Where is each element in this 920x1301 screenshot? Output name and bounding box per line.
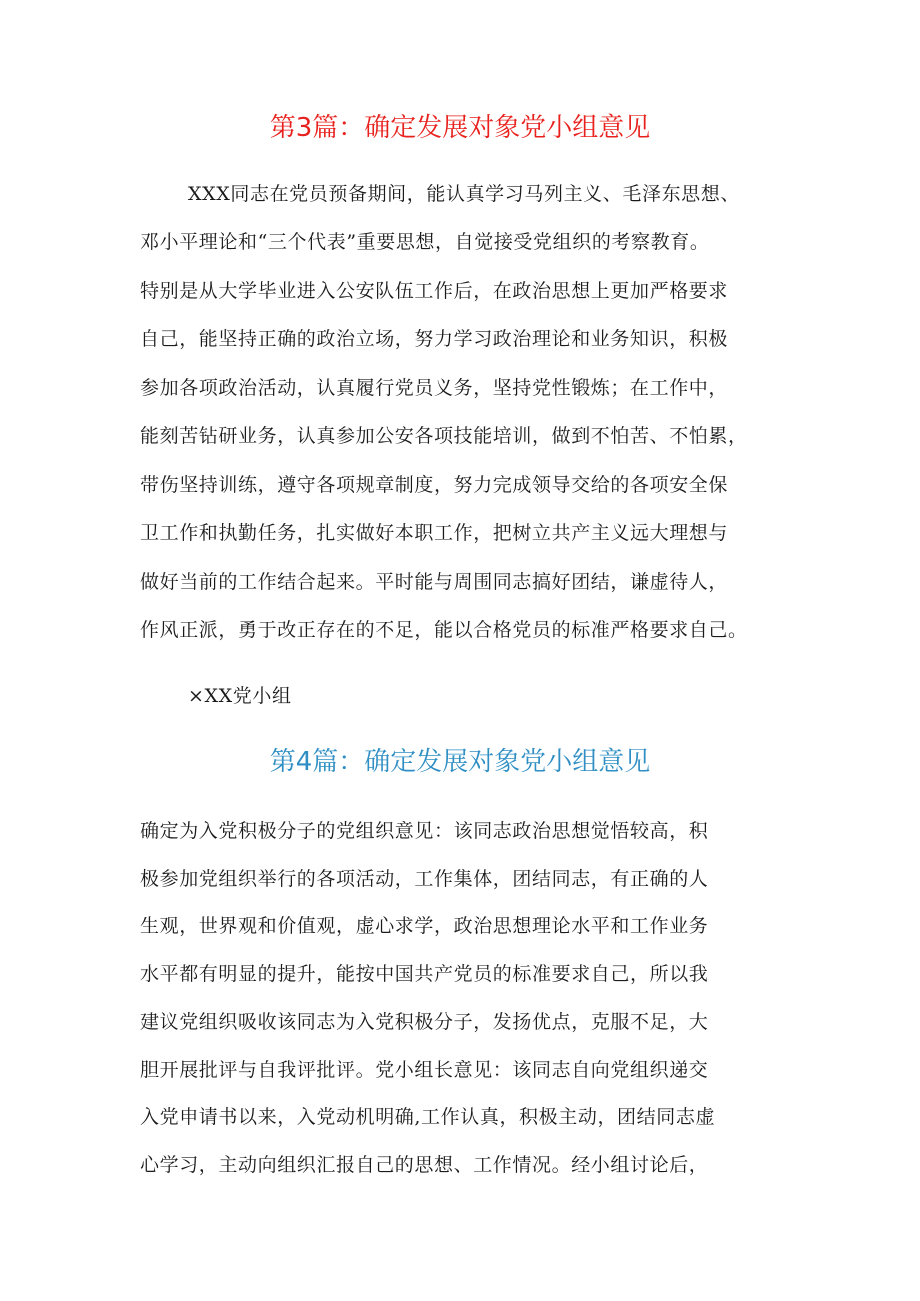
section-4-line-7: 入党申请书以来，入党动机明确,工作认真，积极主动，团结同志虚: [140, 1106, 716, 1128]
section-3-line-6: 能刻苦钻研业务，认真参加公安各项技能培训，做到不怕苦、不怕累，: [140, 425, 748, 447]
section-4-line-6: 胆开展批评与自我评批评。党小组长意见：该同志自向党组织递交: [140, 1059, 709, 1081]
section-3-line-1: XXX同志在党员预备期间，能认真学习马列主义、毛泽东思想、: [188, 183, 740, 205]
section-4-line-1: 确定为入党积极分子的党组织意见：该同志政治思想觉悟较高，积: [140, 820, 709, 842]
section-3-line-2: 邓小平理论和“三个代表”重要思想，自觉接受党组织的考察教育。: [140, 231, 710, 253]
section-3-line-8: 卫工作和执勤任务，扎实做好本职工作，把树立共产主义远大理想与: [140, 522, 729, 544]
section-3-line-4: 自己，能坚持正确的政治立场，努力学习政治理论和业务知识，积极: [140, 328, 729, 350]
section-4-line-4: 水平都有明显的提升，能按中国共产党员的标准要求自己，所以我: [140, 963, 709, 985]
section-3-signature: ×XX党小组: [188, 685, 292, 707]
section-3-line-7: 带伤坚持训练，遵守各项规章制度，努力完成领导交给的各项安全保: [140, 474, 729, 496]
section-4-line-5: 建议党组织吸收该同志为入党积极分子，发扬优点，克服不足，大: [140, 1011, 709, 1033]
section-3-line-9: 做好当前的工作结合起来。平时能与周围同志搞好团结，谦虚待人，: [140, 571, 729, 593]
section-3-line-10: 作风正派，勇于改正存在的不足，能以合格党员的标准严格要求自己。: [140, 619, 748, 641]
section-3-line-3: 特别是从大学毕业进入公安队伍工作后，在政治思想上更加严格要求: [140, 280, 729, 302]
section-4-line-8: 心学习，主动向组织汇报自己的思想、工作情况。经小组讨论后，: [140, 1154, 709, 1176]
section-3-heading: 第3篇：确定发展对象党小组意见: [269, 113, 651, 143]
section-4-line-3: 生观，世界观和价值观，虚心求学，政治思想理论水平和工作业务: [140, 915, 709, 937]
section-3-line-5: 参加各项政治活动，认真履行党员义务，坚持党性锻炼；在工作中，: [140, 377, 729, 399]
section-4-heading: 第4篇：确定发展对象党小组意见: [269, 747, 651, 777]
section-4-line-2: 极参加党组织举行的各项活动，工作集体，团结同志，有正确的人: [140, 868, 709, 890]
